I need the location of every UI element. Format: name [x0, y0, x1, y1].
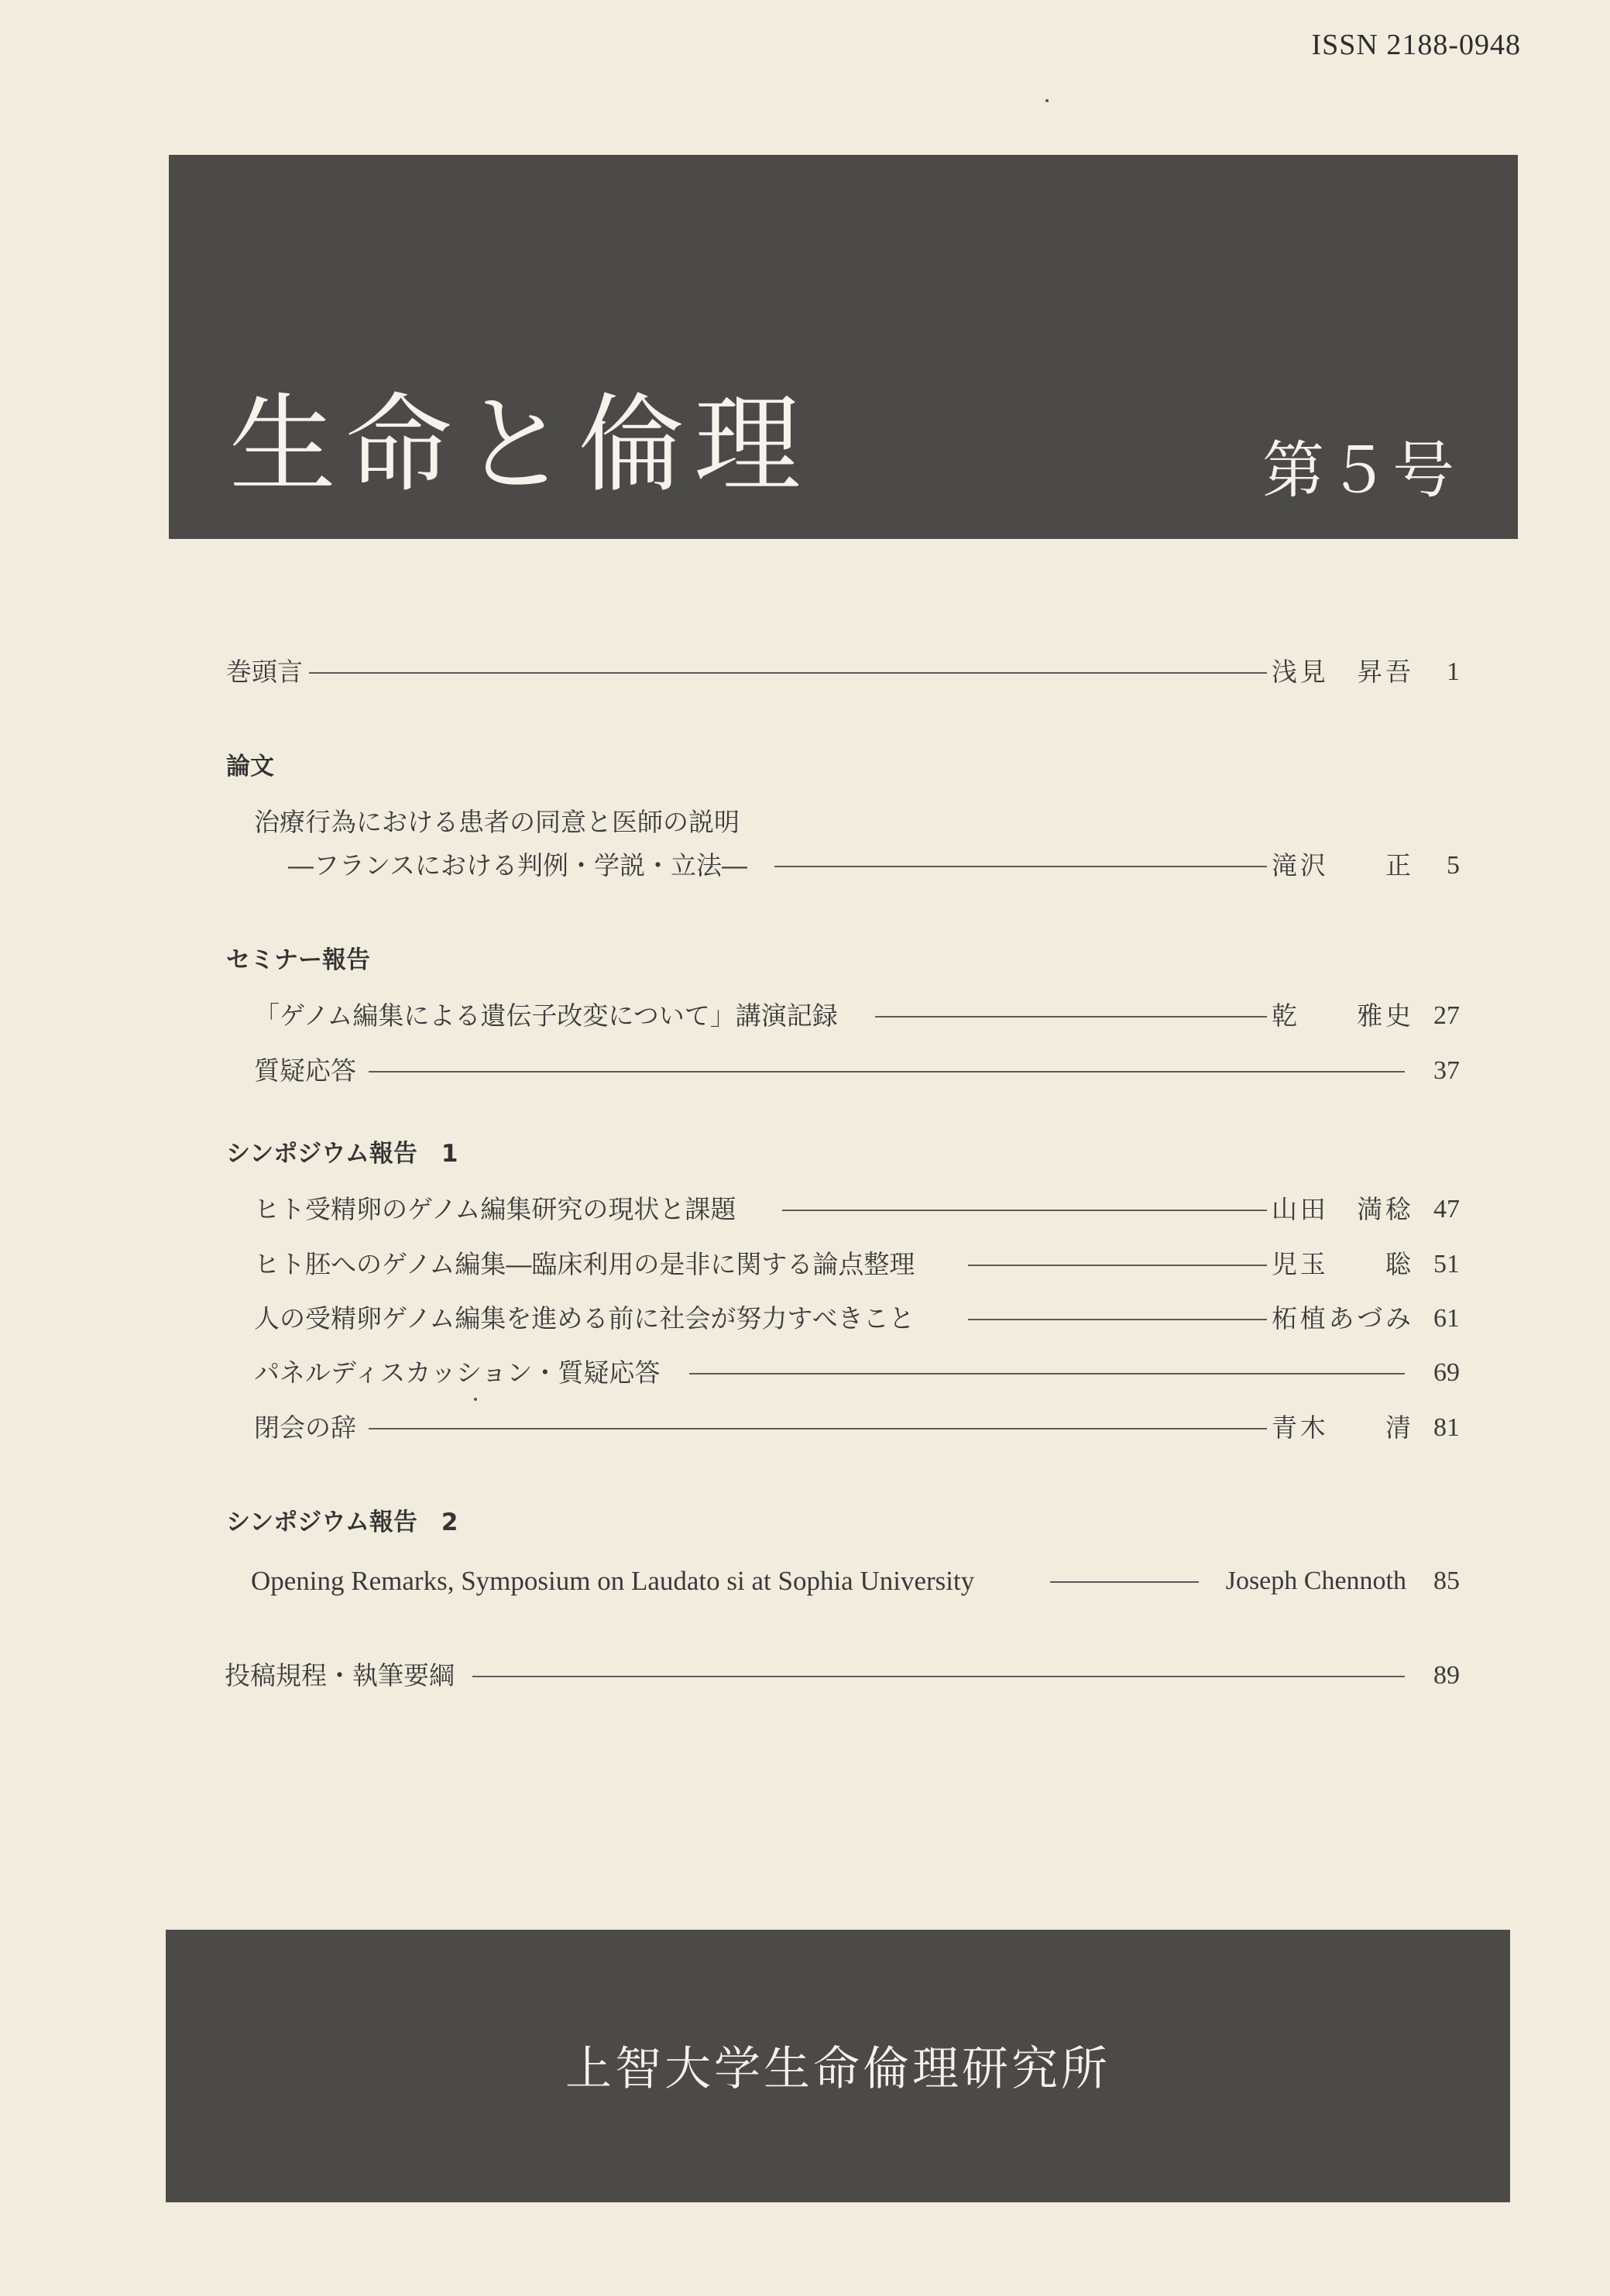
leader-line: [369, 1071, 1405, 1072]
toc-page: 81: [1433, 1413, 1460, 1442]
toc-entry[interactable]: [0, 1297, 1610, 1340]
issue-number: 第５号: [1262, 434, 1457, 506]
leader-line: [875, 1016, 1268, 1018]
toc-subtitle: ―フランスにおける判例・学説・立法―: [288, 844, 754, 887]
toc-title: パネルディスカッション・質疑応答: [254, 1351, 666, 1395]
toc-title: 閉会の辞: [254, 1406, 362, 1450]
toc-entry[interactable]: [0, 1406, 1610, 1450]
toc-title: Opening Remarks, Symposium on Laudato si at Sophia University: [251, 1560, 980, 1603]
toc-page: 89: [1433, 1661, 1460, 1690]
toc-page: 69: [1433, 1358, 1460, 1387]
toc-page: 37: [1433, 1056, 1460, 1085]
toc-entry[interactable]: [0, 1243, 1610, 1286]
toc-page: 1: [1447, 657, 1460, 686]
leader-line: [369, 1428, 1268, 1429]
publisher-banner: [166, 1930, 1510, 2202]
toc-page: 47: [1433, 1195, 1460, 1224]
toc-title: ヒト胚へのゲノム編集―臨床利用の是非に関する論点整理: [254, 1243, 921, 1286]
section-heading-papers: 論文: [226, 753, 274, 781]
toc-title: 人の受精卵ゲノム編集を進める前に社会が努力すべきこと: [254, 1297, 921, 1340]
leader-line: [472, 1676, 1405, 1677]
issn: ISSN 2188-0948: [1311, 29, 1521, 61]
publisher-name: 上智大学生命倫理研究所: [565, 2042, 1111, 2096]
toc-author: Joseph Chennoth: [1199, 1560, 1406, 1603]
toc-title: 「ゲノム編集による遺伝子改変について」講演記録: [254, 994, 844, 1038]
toc-entry[interactable]: [0, 994, 1610, 1038]
leader-line: [968, 1319, 1268, 1320]
toc-page: 5: [1447, 851, 1460, 880]
paper-speck: [1045, 99, 1049, 102]
toc-title: 質疑応答: [254, 1049, 362, 1093]
title-banner: [169, 155, 1518, 539]
toc-entry-preface[interactable]: [0, 650, 1610, 694]
toc-page: 85: [1433, 1567, 1460, 1595]
leader-line: [689, 1373, 1405, 1375]
toc-entry[interactable]: [0, 1351, 1610, 1395]
paper-speck: [474, 1398, 477, 1401]
toc-entry-guidelines[interactable]: [0, 1654, 1610, 1697]
toc-entry-subtitle-line[interactable]: [0, 844, 1610, 887]
leader-line: [1050, 1581, 1205, 1583]
toc-title: 治療行為における患者の同意と医師の説明: [254, 801, 746, 844]
leader-line: [782, 1210, 1268, 1211]
section-heading-symposium-1: シンポジウム報告 1: [226, 1140, 458, 1168]
toc-entry[interactable]: [0, 1188, 1610, 1231]
toc-author: 乾 雅史: [1267, 994, 1411, 1038]
toc-page: 61: [1433, 1304, 1460, 1333]
toc-author: 浅見 昇吾: [1267, 650, 1411, 694]
toc-author: 滝沢 正: [1267, 844, 1411, 887]
toc-entry[interactable]: [0, 1049, 1610, 1093]
toc-author: 青木 清: [1267, 1406, 1411, 1450]
toc-page: 51: [1433, 1250, 1460, 1278]
toc-title: ヒト受精卵のゲノム編集研究の現状と課題: [254, 1188, 742, 1231]
toc-author: 山田 満稔: [1267, 1188, 1411, 1231]
toc-entry[interactable]: [0, 1560, 1610, 1603]
section-heading-seminar: セミナー報告: [226, 946, 370, 974]
section-heading-symposium-2: シンポジウム報告 2: [226, 1508, 458, 1536]
toc-page: 27: [1433, 1001, 1460, 1030]
toc-title: 巻頭言: [226, 650, 309, 694]
toc-author: 柘植あづみ: [1267, 1297, 1411, 1340]
toc-entry-title-line[interactable]: [0, 801, 1610, 844]
toc-title: 投稿規程・執筆要綱: [225, 1654, 461, 1697]
leader-line: [968, 1265, 1268, 1266]
leader-line: [308, 672, 1268, 674]
toc-author: 児玉 聡: [1267, 1243, 1411, 1286]
journal-title: 生命と倫理: [229, 383, 811, 507]
leader-line: [774, 866, 1268, 867]
